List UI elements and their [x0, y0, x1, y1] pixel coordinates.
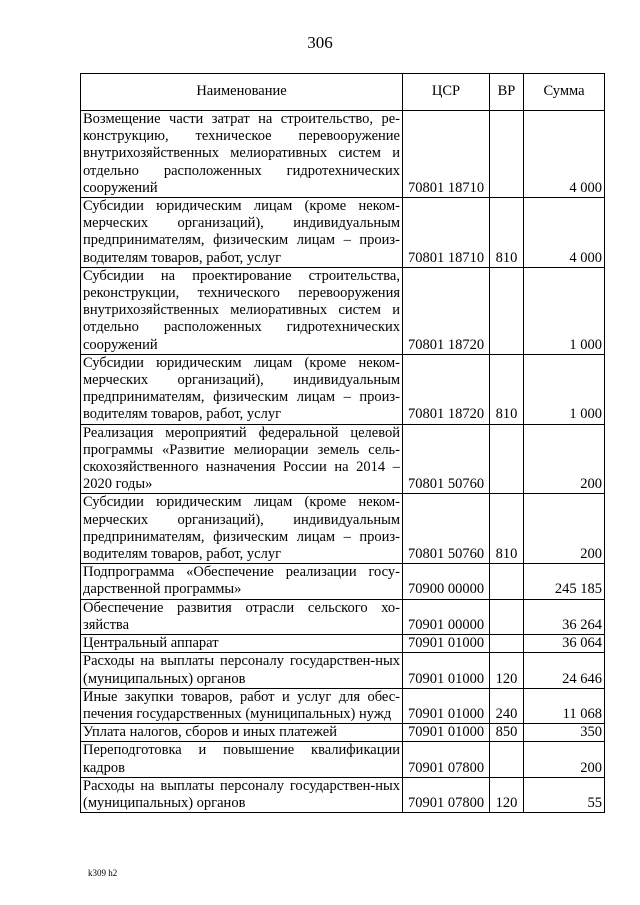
- cell-name: Подпрограмма «Обеспечение реализации госу-дарственной программы»: [81, 564, 403, 599]
- cell-name: Расходы на выплаты персоналу государствен-ных (муниципальных) органов: [81, 653, 403, 688]
- cell-vr: 850: [490, 724, 524, 742]
- cell-csr: 70801 50760: [403, 424, 490, 494]
- table-row: [81, 111, 605, 198]
- cell-sum: 55: [524, 777, 605, 812]
- table-row: [81, 267, 605, 354]
- page-number: 306: [307, 33, 333, 52]
- cell-sum: 245 185: [524, 564, 605, 599]
- cell-name: Уплата налогов, сборов и иных платежей: [81, 724, 403, 742]
- cell-name: Субсидии юридическим лицам (кроме неком-мерческих организаций), индивидуальным предпринимателям, физическим лицам – произ-водителям товаров, работ, услуг: [81, 198, 403, 268]
- cell-name: Субсидии юридическим лицам (кроме неком-мерческих организаций), индивидуальным предпринимателям, физическим лицам – произ-водителям товаров, работ, услуг: [81, 494, 403, 564]
- cell-vr: [490, 564, 524, 599]
- cell-name: Расходы на выплаты персоналу государствен-ных (муниципальных) органов: [81, 777, 403, 812]
- table-row: [81, 599, 605, 634]
- cell-name: Иные закупки товаров, работ и услуг для обес-печения государственных (муниципальных) нужд: [81, 688, 403, 723]
- cell-csr: 70900 00000: [403, 564, 490, 599]
- table-row: [81, 424, 605, 494]
- cell-vr: [490, 635, 524, 653]
- cell-sum: 1 000: [524, 267, 605, 354]
- cell-sum: 4 000: [524, 198, 605, 268]
- header-csr: ЦСР: [403, 74, 490, 111]
- table-row: [81, 198, 605, 268]
- cell-name: Обеспечение развития отрасли сельского хо-зяйства: [81, 599, 403, 634]
- table-body: [81, 111, 605, 813]
- cell-vr: 120: [490, 777, 524, 812]
- cell-sum: 200: [524, 494, 605, 564]
- cell-sum: 4 000: [524, 111, 605, 198]
- cell-name: Субсидии юридическим лицам (кроме неком-мерческих организаций), индивидуальным предпринимателям, физическим лицам – произ-водителям товаров, работ, услуг: [81, 354, 403, 424]
- cell-sum: 11 068: [524, 688, 605, 723]
- cell-csr: 70901 01000: [403, 688, 490, 723]
- cell-vr: [490, 742, 524, 777]
- footer-code: k309 h2: [88, 868, 118, 878]
- cell-sum: 350: [524, 724, 605, 742]
- cell-sum: 24 646: [524, 653, 605, 688]
- table-header-row: [81, 74, 605, 111]
- cell-csr: 70901 01000: [403, 635, 490, 653]
- cell-csr: 70901 07800: [403, 777, 490, 812]
- cell-csr: 70801 50760: [403, 494, 490, 564]
- cell-name: Реализация мероприятий федеральной целевой программы «Развитие мелиорации земель сель-скохозяйственного назначения России на 2014 – 2020 годы»: [81, 424, 403, 494]
- cell-name: Центральный аппарат: [81, 635, 403, 653]
- cell-vr: [490, 424, 524, 494]
- cell-vr: 810: [490, 354, 524, 424]
- cell-vr: 240: [490, 688, 524, 723]
- header-name: Наименование: [81, 74, 403, 111]
- table-row: [81, 742, 605, 777]
- table-row: [81, 688, 605, 723]
- header-sum: Сумма: [524, 74, 605, 111]
- table-row: [81, 777, 605, 812]
- cell-name: Субсидии на проектирование строительства, реконструкции, технического перевооружения внутрихозяйственных мелиоративных систем и отдельно расположенных гидротехнических сооружений: [81, 267, 403, 354]
- cell-csr: 70801 18720: [403, 354, 490, 424]
- header-vr: ВР: [490, 74, 524, 111]
- table-row: [81, 564, 605, 599]
- cell-vr: 120: [490, 653, 524, 688]
- cell-vr: [490, 599, 524, 634]
- cell-csr: 70801 18710: [403, 111, 490, 198]
- table-row: [81, 653, 605, 688]
- cell-csr: 70901 07800: [403, 742, 490, 777]
- cell-sum: 1 000: [524, 354, 605, 424]
- table-row: [81, 724, 605, 742]
- cell-csr: 70801 18710: [403, 198, 490, 268]
- cell-sum: 36 064: [524, 635, 605, 653]
- cell-vr: 810: [490, 494, 524, 564]
- cell-vr: [490, 111, 524, 198]
- cell-name: Переподготовка и повышение квалификации кадров: [81, 742, 403, 777]
- cell-csr: 70901 00000: [403, 599, 490, 634]
- cell-sum: 200: [524, 742, 605, 777]
- cell-csr: 70901 01000: [403, 653, 490, 688]
- cell-name: Возмещение части затрат на строительство, ре-конструкцию, техническое перевооружение внутрихозяйственных мелиоративных систем и отдельно расположенных гидротехнических сооружений: [81, 111, 403, 198]
- table-row: [81, 354, 605, 424]
- cell-vr: 810: [490, 198, 524, 268]
- cell-sum: 200: [524, 424, 605, 494]
- table-row: [81, 635, 605, 653]
- cell-csr: 70901 01000: [403, 724, 490, 742]
- budget-table: [80, 73, 605, 813]
- cell-sum: 36 264: [524, 599, 605, 634]
- cell-csr: 70801 18720: [403, 267, 490, 354]
- table-row: [81, 494, 605, 564]
- cell-vr: [490, 267, 524, 354]
